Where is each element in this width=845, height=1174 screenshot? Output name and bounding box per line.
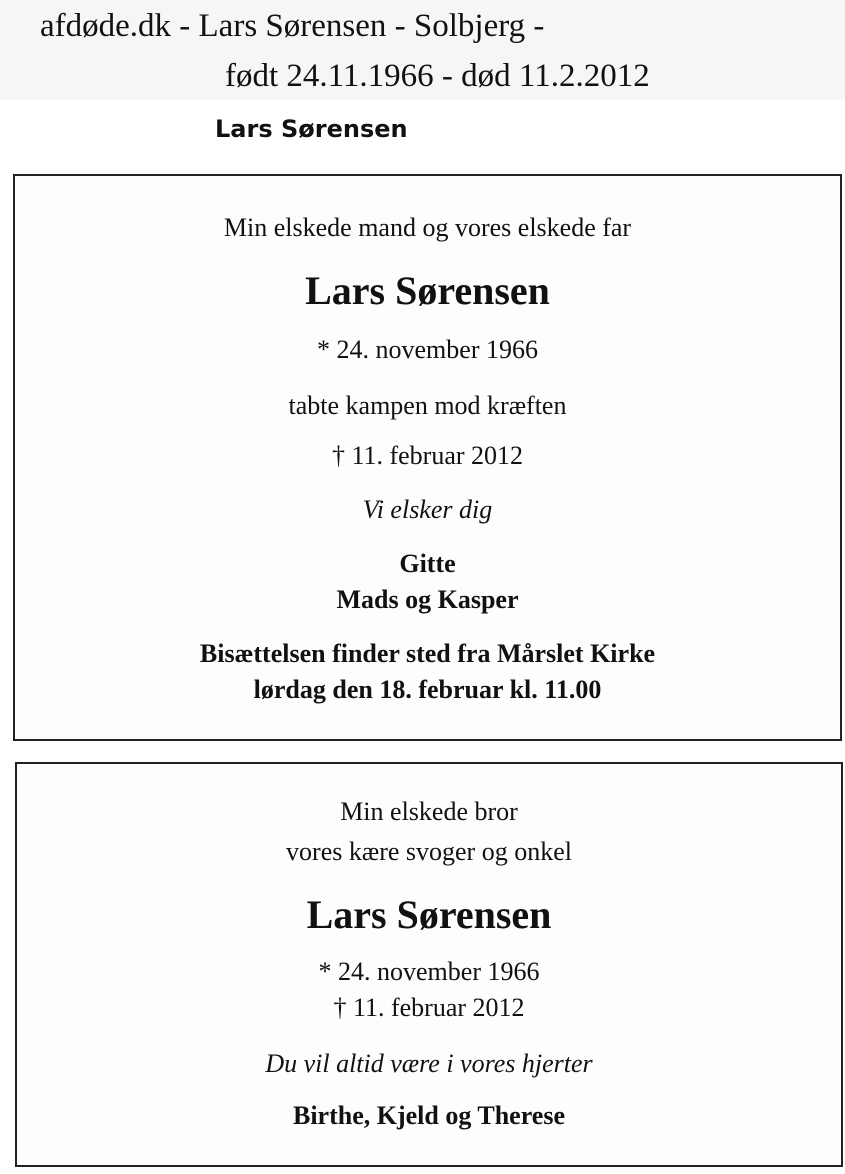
funeral-info: Bisættelsen finder sted fra Mårslet Kirke <box>199 639 656 668</box>
signer-line: Birthe, Kjeld og Therese <box>292 1101 565 1130</box>
life-dates: født 24.11.1966 - død 11.2.2012 <box>225 58 650 94</box>
death-date: † 11. februar 2012 <box>331 441 524 470</box>
deceased-name-heading: Lars Sørensen <box>215 115 408 143</box>
signer-line: Mads og Kasper <box>336 585 519 614</box>
farewell-message: Du vil altid være i vores hjerter <box>265 1049 593 1078</box>
notice-name: Lars Sørensen <box>306 892 552 937</box>
notice-intro: vores kære svoger og onkel <box>286 837 572 866</box>
notice-intro: Min elskede bror <box>340 797 518 826</box>
signer-line: Gitte <box>399 549 456 578</box>
notice-name: Lars Sørensen <box>305 268 550 313</box>
obituary-notice-family <box>13 174 842 741</box>
funeral-info: lørdag den 18. februar kl. 11.00 <box>253 675 602 704</box>
cause-text: tabte kampen mod kræften <box>288 391 567 420</box>
site-title: afdøde.dk - Lars Sørensen - Solbjerg - <box>40 8 545 44</box>
obituary-notice-siblings <box>15 762 843 1167</box>
birth-date: * 24. november 1966 <box>317 335 538 364</box>
farewell-message: Vi elsker dig <box>362 495 493 524</box>
birth-date: * 24. november 1966 <box>318 957 540 986</box>
death-date: † 11. februar 2012 <box>333 993 525 1022</box>
notice-intro: Min elskede mand og vores elskede far <box>223 213 632 242</box>
